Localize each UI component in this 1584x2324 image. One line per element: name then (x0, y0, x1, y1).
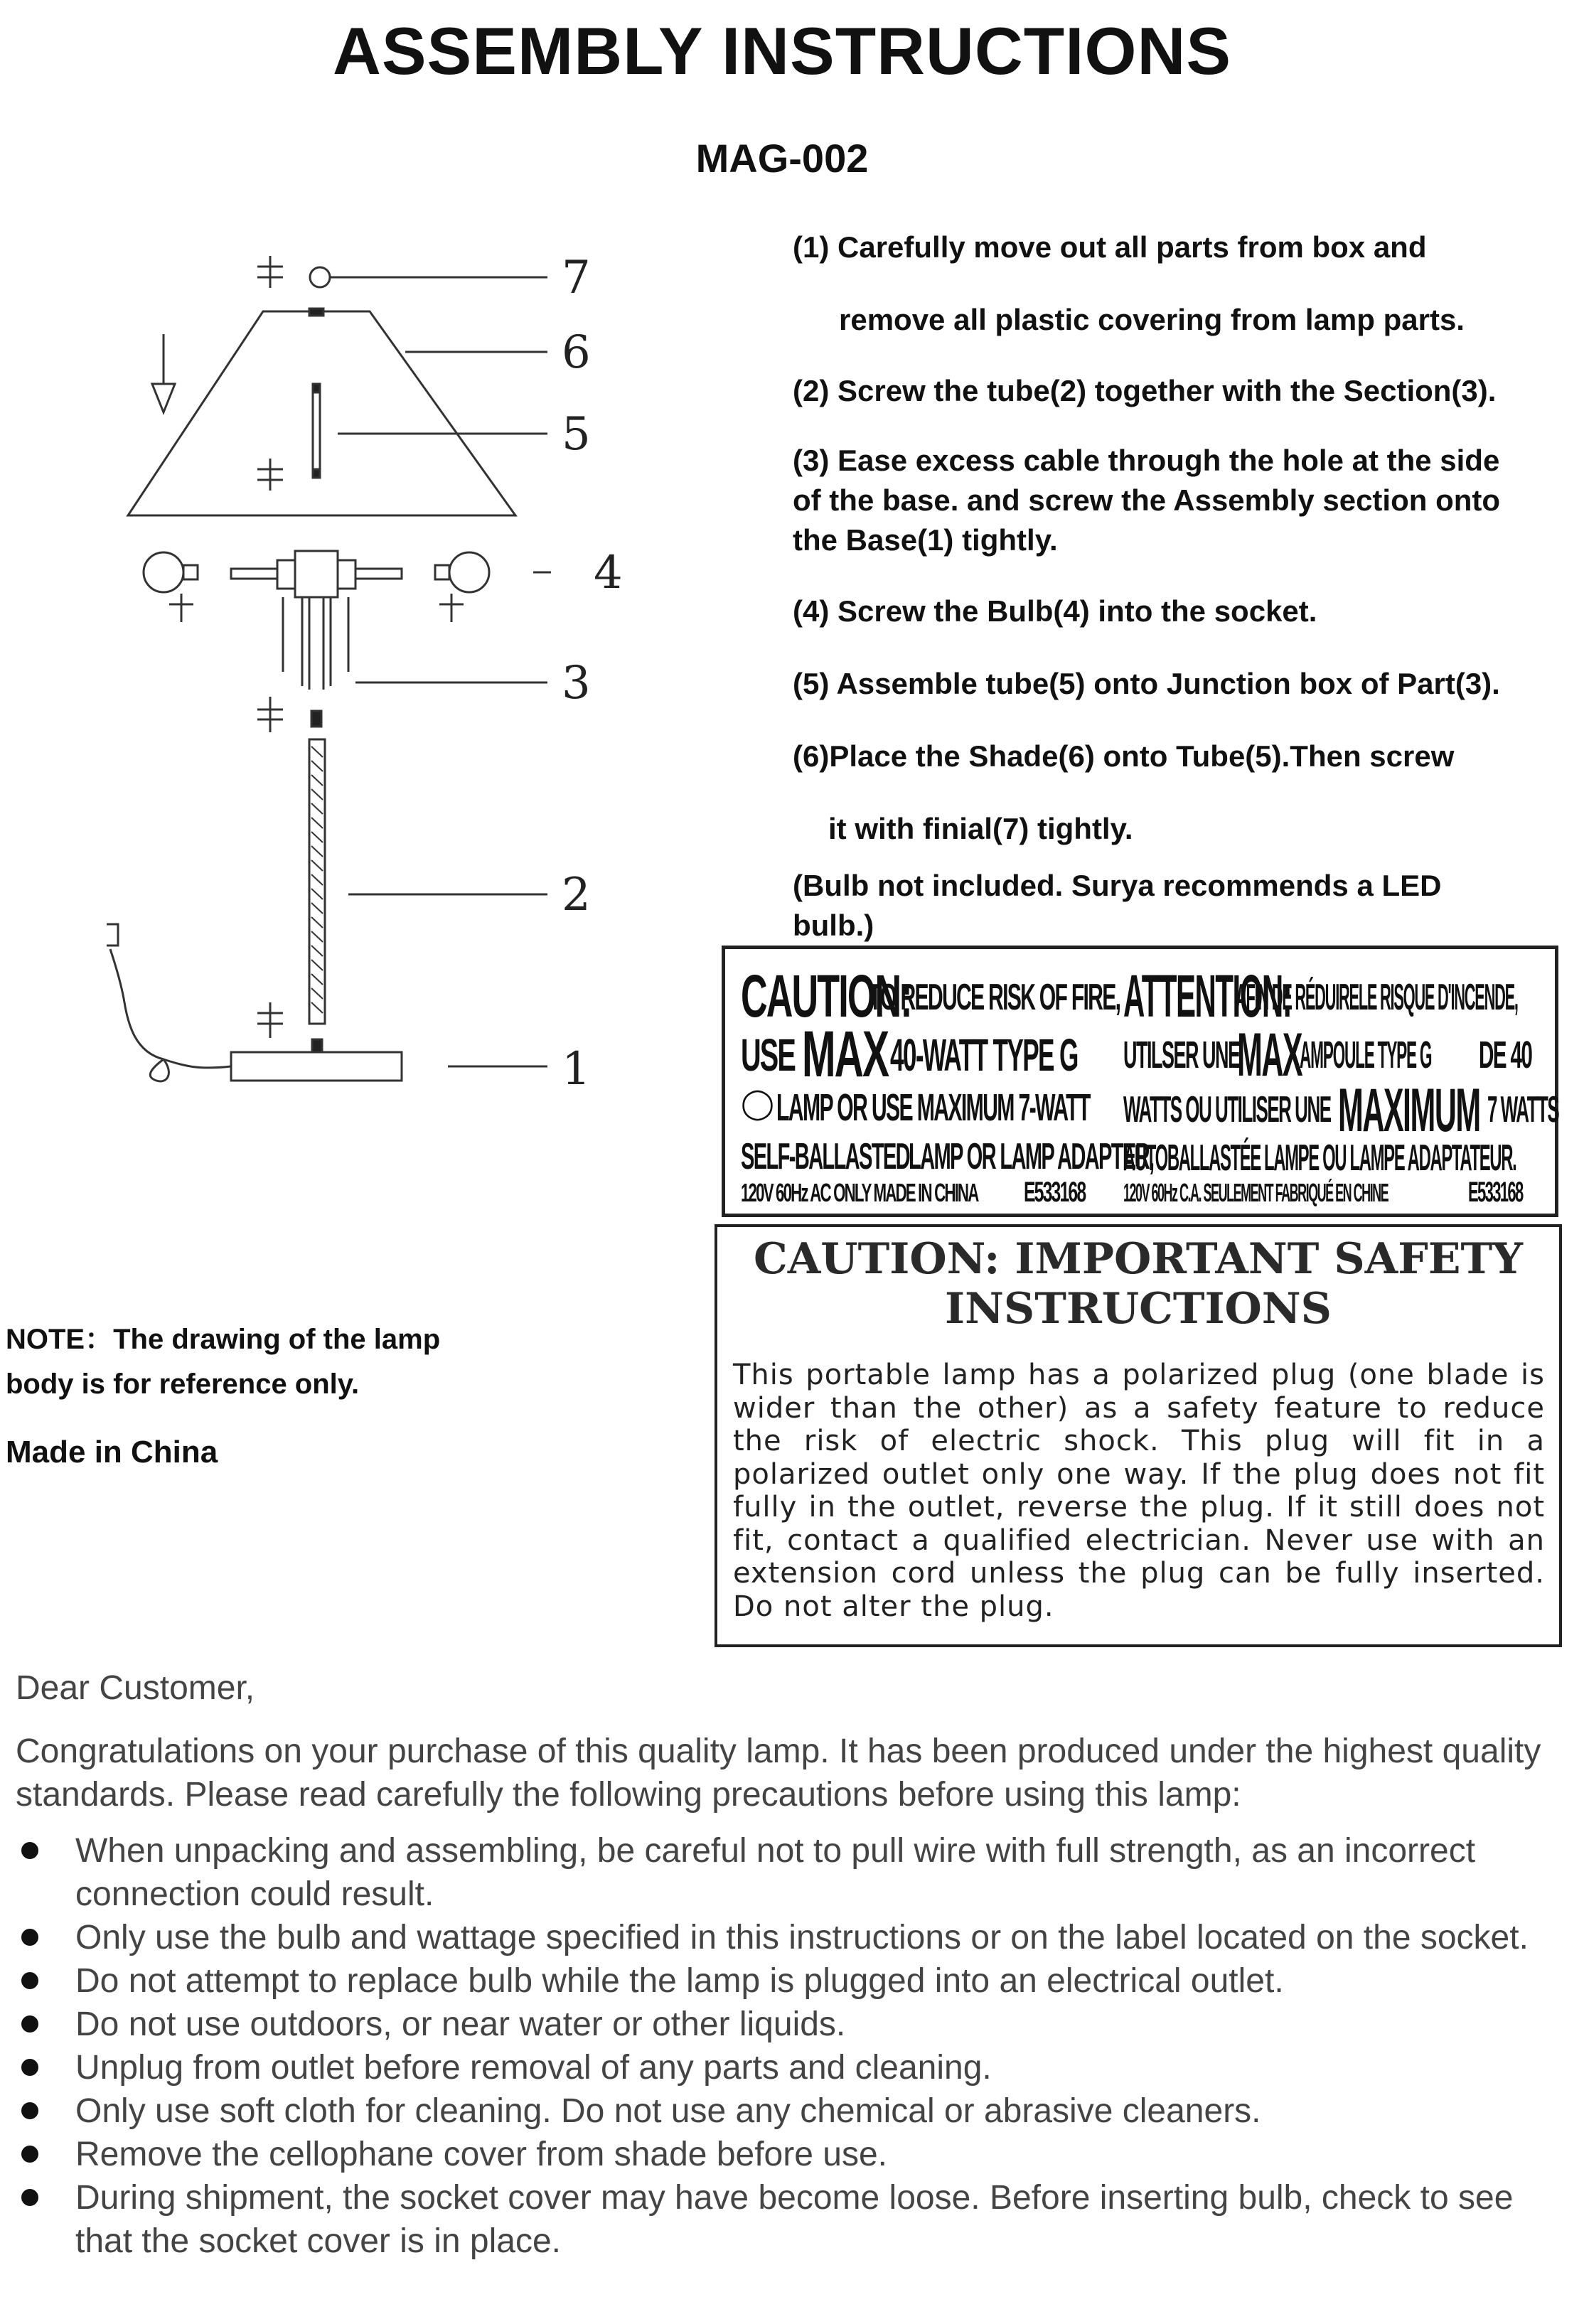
tube-2-part (309, 739, 325, 1024)
lamp-exploded-diagram (107, 235, 647, 1152)
safety-heading: CAUTION: IMPORTANT SAFETY INSTRUCTIONS (753, 1234, 1524, 1334)
list-item (16, 1916, 1566, 1959)
shade-part (128, 311, 515, 515)
step-6-line-1: (6)Place the Shade(6) onto Tube(5).Then screw (793, 739, 1455, 773)
precautions-list (16, 1829, 1566, 2263)
document-title: ASSEMBLY INSTRUCTIONS (332, 14, 1232, 88)
list-item (16, 2133, 1566, 2176)
maximum-word-fr: MAXIMUM (1338, 1076, 1480, 1145)
model-number: MAG-002 (695, 136, 869, 181)
bullet-icon (21, 1972, 38, 1989)
callout-6: 6 (562, 326, 591, 379)
caution-line3-en: LAMP OR USE MAXIMUM 7-WATT (776, 1086, 1090, 1129)
de40-fr: DE 40 (1479, 1034, 1532, 1076)
caution-line5-fr: 120V 60Hz C.A. SEULEMENT FABRIQUÉ EN CHINE (1123, 1178, 1388, 1207)
callout-3: 3 (562, 657, 591, 709)
list-item (16, 2176, 1566, 2263)
note-line-2: body is for reference only. (6, 1369, 360, 1400)
finial-part (310, 267, 330, 287)
precaution-text: Unplug from outlet before removal of any parts and cleaning. (75, 2049, 992, 2087)
caution-code-fr: E533168 (1468, 1177, 1523, 1208)
tube-5-part (313, 387, 320, 476)
precaution-text: When unpacking and assembling, be careful not to pull wire with full strength, as an incorrect connection could result. (75, 1832, 1476, 1913)
power-cord (110, 949, 231, 1068)
step-3-line-2: of the base. and screw the Assembly section onto (793, 483, 1501, 517)
precaution-text: Do not attempt to replace bulb while the lamp is plugged into an electrical outlet. (75, 1962, 1284, 2000)
bulb-note-line-1: (Bulb not included. Surya recommends a LED (793, 869, 1442, 902)
lampe-adaptateur-fr: LAMPE OU LAMPE ADAPTATEUR. (1264, 1137, 1516, 1179)
max-word-fr: MAX (1237, 1021, 1302, 1089)
bulb-icon-en: ◯ (741, 1086, 773, 1120)
safety-instructions-box (715, 1224, 1562, 1647)
bullet-icon (21, 2059, 38, 2076)
ampoule-fr: AMPOULE TYPE G (1300, 1034, 1432, 1076)
step-4: (4) Screw the Bulb(4) into the socket. (793, 594, 1317, 628)
callout-2: 2 (562, 869, 591, 921)
caution-word-en: CAUTION: (741, 963, 911, 1029)
step-3-line-3: the Base(1) tightly. (793, 523, 1058, 557)
attention-word-fr: ATTENTION: (1123, 963, 1292, 1029)
list-item (16, 2046, 1566, 2089)
made-in-china: Made in China (6, 1435, 218, 1469)
attention-line1-fr: AFIN DE RÉDUIRELE RISQUE D'INCENDE, (1236, 977, 1518, 1018)
precaution-text: Only use the bulb and wattage specified in this instructions or on the label located on the socket. (75, 1919, 1529, 1956)
precaution-text: Remove the cellophane cover from shade before use. (75, 2136, 887, 2173)
list-item (16, 2003, 1566, 2046)
caution-line5-en: 120V 60Hz AC ONLY MADE IN CHINA (741, 1178, 978, 1207)
letter-intro: Congratulations on your purchase of this quality lamp. It has been produced under the highest quality standards. Please read carefully the following precautions before using this lamp: (16, 1733, 1541, 1814)
bulb-note-line-2: bulb.) (793, 909, 874, 942)
callout-4: 4 (594, 547, 623, 599)
autoballastee-fr: AUTOBALLASTÉE (1123, 1137, 1261, 1179)
step-1-line-2: remove all plastic covering from lamp parts. (839, 303, 1465, 336)
letter-greeting: Dear Customer, (16, 1669, 255, 1707)
caution-label (722, 946, 1558, 1217)
caution-line4b-en: LAMP OR LAMP ADAPTER, (909, 1136, 1154, 1177)
watts-ou-fr: WATTS OU UTILISER UNE (1123, 1089, 1331, 1130)
caution-code-en: E533168 (1024, 1177, 1086, 1208)
note-line-1: NOTE：The drawing of the lamp (6, 1324, 441, 1355)
callout-7: 7 (562, 252, 591, 304)
bullet-icon (21, 1842, 38, 1859)
bulb-right-part (449, 552, 489, 592)
step-6-line-2: it with finial(7) tightly. (828, 812, 1133, 845)
list-item (16, 1829, 1566, 1916)
base-part (231, 1052, 402, 1081)
bullet-icon (21, 2102, 38, 2119)
plug-icon (107, 924, 118, 946)
safety-body: This portable lamp has a polarized plug (one blade is wider than the other) as a safety feature to reduce the risk of electric shock. This plug will fit in a polarized outlet only one way. If the plug does not fit fully in the outlet, reverse the plug. If it still does not fit, contact a qualified electrician. Never use with an extension cord unless the plug can be fully inserted. Do not alter the plug. (733, 1359, 1545, 1623)
bullet-icon (21, 2015, 38, 2033)
bullet-icon (21, 1929, 38, 1946)
watt-type-en: 40-WATT TYPE G (890, 1029, 1078, 1081)
bullet-icon (21, 2189, 38, 2206)
callout-1: 1 (562, 1043, 591, 1096)
utiliser-fr: UTILSER UNE (1123, 1034, 1240, 1076)
list-item (16, 1959, 1566, 2003)
max-word-en: MAX (802, 1018, 889, 1091)
callout-5: 5 (562, 408, 591, 461)
list-item (16, 2089, 1566, 2133)
precaution-text: During shipment, the socket cover may have become loose. Before inserting bulb, check to see that the socket cover is in place. (75, 2179, 1514, 2260)
precaution-text: Only use soft cloth for cleaning. Do not use any chemical or abrasive cleaners. (75, 2092, 1261, 2130)
bullet-icon (21, 2146, 38, 2163)
7-watts-fr: 7 WATTS (1487, 1089, 1559, 1130)
step-3-line-1: (3) Ease excess cable through the hole at the side (793, 444, 1500, 477)
step-5: (5) Assemble tube(5) onto Junction box of Part(3). (793, 667, 1500, 700)
step-1-line-1: (1) Carefully move out all parts from box and (793, 230, 1427, 264)
caution-line1-en: TO REDUCE RISK OF FIRE, (869, 977, 1120, 1018)
use-word-en: USE (741, 1029, 796, 1081)
caution-line4-en: SELF-BALLASTED (741, 1136, 909, 1177)
socket-assembly-part (295, 551, 338, 597)
precaution-text: Do not use outdoors, or near water or other liquids. (75, 2006, 846, 2043)
customer-letter (16, 1667, 1566, 2263)
bulb-left-part (144, 552, 183, 592)
step-2: (2) Screw the tube(2) together with the Section(3). (793, 374, 1497, 407)
